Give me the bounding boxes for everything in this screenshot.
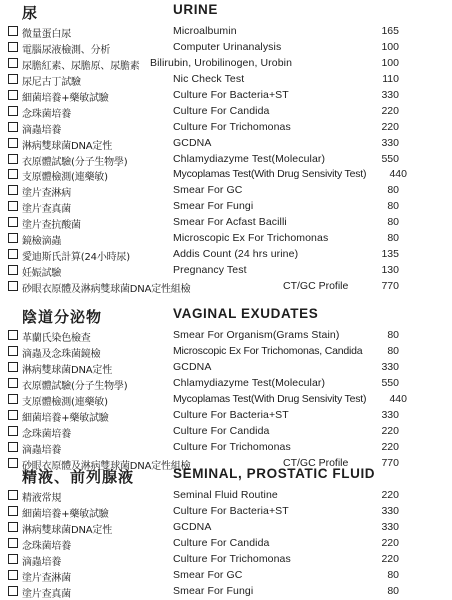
section-title-zh: 尿 <box>22 4 39 22</box>
test-name-en: GCDNA <box>173 360 212 373</box>
section-header <box>0 466 452 488</box>
test-price: 80 <box>387 216 399 229</box>
test-name-zh: 滴蟲培養 <box>22 124 62 136</box>
test-item <box>0 536 452 552</box>
test-name-en: Addis Count (24 hrs urine) <box>173 248 299 261</box>
test-price: 80 <box>387 184 399 197</box>
test-checkbox[interactable] <box>8 265 18 275</box>
test-name-zh: 電腦尿液檢測、分析 <box>22 44 111 56</box>
test-name-en: Microscopic Ex For Trichomonas, Candida <box>173 344 363 357</box>
test-name-zh: 塗片查真菌 <box>22 204 71 216</box>
test-name-en: Smear For Acfast Bacilli <box>173 216 287 229</box>
test-item <box>0 488 452 504</box>
test-item <box>0 376 452 392</box>
test-checkbox[interactable] <box>8 122 18 132</box>
test-checkbox[interactable] <box>8 154 18 164</box>
test-name-zh: 念珠菌培養 <box>22 428 71 440</box>
test-name-zh: 精液常規 <box>22 493 62 504</box>
test-name-en: Smear For Fungi <box>173 200 254 213</box>
test-checkbox[interactable] <box>8 281 18 291</box>
test-name-en: Culture For Bacteria+ST <box>173 88 289 101</box>
test-item <box>0 552 452 568</box>
test-name-zh: 妊娠試驗 <box>22 268 62 280</box>
test-item <box>0 88 452 104</box>
test-item <box>0 56 452 72</box>
section-title-en: SEMINAL, PROSTATIC FLUID <box>173 466 376 481</box>
test-checkbox[interactable] <box>8 249 18 259</box>
test-checkbox[interactable] <box>8 217 18 227</box>
test-name-en: Smear For Fungi <box>173 584 254 597</box>
test-name-zh: 念珠菌培養 <box>22 108 71 120</box>
test-price: 100 <box>381 56 399 69</box>
test-profile: CT/GC Profile <box>283 456 349 469</box>
test-item <box>0 360 452 376</box>
test-price: 330 <box>381 88 399 101</box>
test-name-en: Culture For Trichomonas <box>173 120 291 133</box>
test-name-en: Culture For Candida <box>173 536 270 549</box>
test-item <box>0 328 452 344</box>
test-name-zh: 微量蛋白尿 <box>22 29 71 40</box>
test-item <box>0 408 452 424</box>
test-checkbox[interactable] <box>8 506 18 516</box>
test-price: 220 <box>381 120 399 133</box>
test-name-en: Culture For Trichomonas <box>173 440 291 453</box>
test-name-en: Chlamydiazyme Test(Molecular) <box>173 152 326 165</box>
test-price: 330 <box>381 136 399 149</box>
test-price: 220 <box>381 536 399 549</box>
test-price: 440 <box>389 168 407 181</box>
test-item <box>0 392 452 408</box>
section-header <box>0 2 452 24</box>
section-vaginal-exudates <box>0 306 452 471</box>
test-checkbox[interactable] <box>8 185 18 195</box>
test-checkbox[interactable] <box>8 554 18 564</box>
test-name-zh: 尿尼古丁試驗 <box>22 76 81 88</box>
test-price: 220 <box>381 104 399 117</box>
test-price: 330 <box>381 408 399 421</box>
test-item <box>0 584 452 600</box>
test-item <box>0 247 452 263</box>
test-name-zh: 細菌培養+藥敏試驗 <box>22 412 109 424</box>
test-name-en: Chlamydiazyme Test(Molecular) <box>173 376 326 389</box>
test-item <box>0 504 452 520</box>
test-item <box>0 279 452 295</box>
test-item <box>0 167 452 183</box>
test-item <box>0 231 452 247</box>
test-checkbox[interactable] <box>8 330 18 340</box>
test-price: 330 <box>381 360 399 373</box>
section-title-zh: 陰道分泌物 <box>22 308 103 326</box>
test-checkbox[interactable] <box>8 42 18 52</box>
test-name-zh: 砂眼衣原體及淋病雙球菌DNA定性組檢 <box>22 284 191 295</box>
test-item <box>0 568 452 584</box>
test-checkbox[interactable] <box>8 410 18 420</box>
test-name-en: Culture For Trichomonas <box>173 552 291 565</box>
test-checkbox[interactable] <box>8 169 18 179</box>
test-checkbox[interactable] <box>8 138 18 148</box>
test-name-zh: 愛迪斯氏計算(24小時尿) <box>22 252 130 264</box>
test-name-en: Nic Check Test <box>173 72 245 85</box>
test-price: 80 <box>387 344 399 357</box>
test-price: 110 <box>382 72 399 85</box>
test-checkbox[interactable] <box>8 346 18 356</box>
test-item <box>0 72 452 88</box>
test-name-zh: 砂眼衣原體及淋病雙球菌DNA定性組檢 <box>22 460 191 472</box>
test-price: 220 <box>381 489 399 501</box>
test-name-zh: 革蘭氏染色檢查 <box>22 333 91 344</box>
test-item <box>0 520 452 536</box>
test-checkbox[interactable] <box>8 394 18 404</box>
test-checkbox[interactable] <box>8 74 18 84</box>
test-price: 770 <box>381 280 399 292</box>
test-price: 550 <box>381 376 399 389</box>
test-price: 330 <box>381 504 399 517</box>
test-name-zh: 鏡檢滴蟲 <box>22 236 62 248</box>
test-name-zh: 念珠菌培養 <box>22 540 71 552</box>
test-name-zh: 塗片查抗酸菌 <box>22 220 81 232</box>
test-item <box>0 263 452 279</box>
test-name-en: Microalbumin <box>173 25 237 37</box>
section-header <box>0 306 452 328</box>
test-price: 770 <box>381 456 399 469</box>
test-checkbox[interactable] <box>8 233 18 243</box>
test-price: 550 <box>381 152 399 165</box>
test-item <box>0 344 452 360</box>
test-price: 80 <box>387 329 399 341</box>
test-name-en: GCDNA <box>173 136 212 149</box>
test-item <box>0 424 452 440</box>
test-price: 220 <box>381 440 399 453</box>
test-profile: CT/GC Profile <box>283 280 349 292</box>
test-price: 220 <box>381 552 399 565</box>
test-name-zh: 細菌培養+藥敏試驗 <box>22 92 109 104</box>
test-name-en: Smear For Organism(Grams Stain) <box>173 329 340 341</box>
test-name-zh: 支原體檢測(連藥敏) <box>22 172 108 184</box>
test-name-en: Bilirubin, Urobilinogen, Urobin <box>150 56 293 69</box>
test-name-zh: 衣原體試驗(分子生物學) <box>22 156 128 168</box>
test-item <box>0 440 452 456</box>
section-urine <box>0 2 452 295</box>
test-item <box>0 152 452 168</box>
test-price: 135 <box>381 248 399 261</box>
test-checkbox[interactable] <box>8 442 18 452</box>
test-item <box>0 199 452 215</box>
test-checkbox[interactable] <box>8 570 18 580</box>
test-name-zh: 滴蟲及念珠菌鏡檢 <box>22 348 101 360</box>
test-item <box>0 40 452 56</box>
test-name-en: Culture For Bacteria+ST <box>173 504 289 517</box>
test-name-en: Culture For Candida <box>173 424 270 437</box>
test-name-en: Mycoplamas Test(With Drug Sensivity Test) <box>173 392 367 405</box>
test-checkbox[interactable] <box>8 26 18 36</box>
test-checkbox[interactable] <box>8 426 18 436</box>
test-name-zh: 滴蟲培養 <box>22 556 62 568</box>
test-checkbox[interactable] <box>8 58 18 68</box>
test-item <box>0 104 452 120</box>
section-title-zh: 精液、前列腺液 <box>22 468 135 486</box>
test-price: 440 <box>389 392 407 405</box>
test-checkbox[interactable] <box>8 522 18 532</box>
test-checkbox[interactable] <box>8 90 18 100</box>
test-name-zh: 淋病雙球菌DNA定性 <box>22 364 113 376</box>
test-name-zh: 塗片查真菌 <box>22 588 71 600</box>
test-name-zh: 細菌培養+藥敏試驗 <box>22 508 109 520</box>
test-name-en: Pregnancy Test <box>173 264 247 277</box>
test-price: 220 <box>381 424 399 437</box>
test-price: 80 <box>387 232 399 245</box>
test-price: 80 <box>387 200 399 213</box>
test-item <box>0 136 452 152</box>
test-name-zh: 滴蟲培養 <box>22 444 62 456</box>
test-item <box>0 120 452 136</box>
test-name-zh: 塗片查淋菌 <box>22 572 71 584</box>
test-name-zh: 淋病雙球菌DNA定性 <box>22 140 113 152</box>
test-name-en: GCDNA <box>173 520 212 533</box>
test-price: 100 <box>381 40 399 53</box>
test-price: 165 <box>381 25 399 37</box>
test-name-zh: 尿膽紅素、尿膽原、尿膽素 <box>22 60 140 72</box>
test-item <box>0 215 452 231</box>
test-checkbox[interactable] <box>8 106 18 116</box>
test-checkbox[interactable] <box>8 201 18 211</box>
test-name-en: Computer Urinanalysis <box>173 40 282 53</box>
test-price: 80 <box>387 584 399 597</box>
section-title-en: VAGINAL EXUDATES <box>173 306 319 321</box>
test-name-en: Mycoplamas Test(With Drug Sensivity Test) <box>173 168 367 181</box>
test-checkbox[interactable] <box>8 362 18 372</box>
test-price: 130 <box>381 264 399 277</box>
test-name-en: Culture For Candida <box>173 104 270 117</box>
test-item <box>0 183 452 199</box>
section-title-en: URINE <box>173 2 219 17</box>
test-name-zh: 衣原體試驗(分子生物學) <box>22 380 128 392</box>
section-seminal-prostatic-fluid <box>0 466 452 600</box>
test-name-zh: 支原體檢測(連藥敏) <box>22 396 108 408</box>
test-price: 330 <box>381 520 399 533</box>
test-name-en: Seminal Fluid Routine <box>173 489 278 501</box>
test-checkbox[interactable] <box>8 490 18 500</box>
test-checkbox[interactable] <box>8 378 18 388</box>
test-name-zh: 淋病雙球菌DNA定性 <box>22 524 113 536</box>
test-checkbox[interactable] <box>8 586 18 596</box>
test-name-zh: 塗片查淋病 <box>22 188 71 200</box>
test-name-en: Smear For GC <box>173 184 243 197</box>
test-name-en: Smear For GC <box>173 568 243 581</box>
test-name-en: Culture For Bacteria+ST <box>173 408 289 421</box>
test-checkbox[interactable] <box>8 538 18 548</box>
test-name-en: Microscopic Ex For Trichomonas <box>173 232 329 245</box>
test-price: 80 <box>387 568 399 581</box>
test-item <box>0 24 452 40</box>
